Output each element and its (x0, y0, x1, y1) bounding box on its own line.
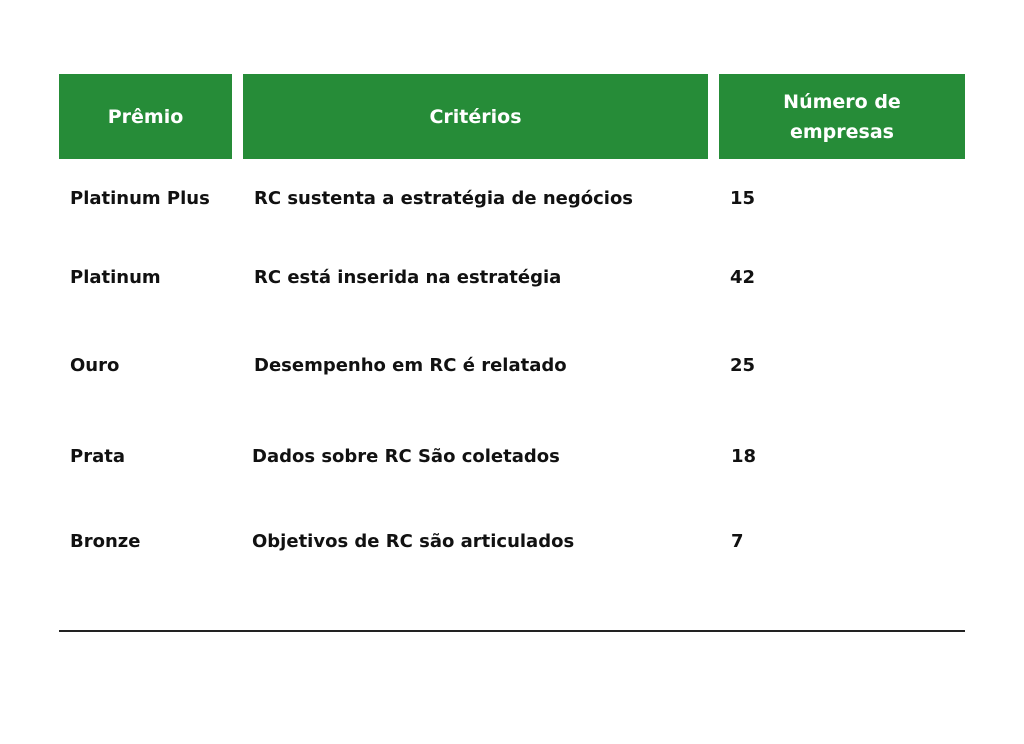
row-numero: 25 (730, 355, 756, 376)
row-premio: Prata (70, 446, 125, 467)
row-numero: 15 (730, 188, 756, 209)
row-criterio: Objetivos de RC são articulados (252, 531, 575, 552)
header-numero-label: Número de empresas (783, 90, 901, 143)
row-criterio: RC sustenta a estratégia de negócios (254, 188, 634, 209)
row-premio: Platinum (70, 267, 161, 288)
table-bottom-divider (59, 630, 965, 632)
header-criterios-label: Critérios (429, 105, 522, 128)
header-premio (59, 74, 232, 159)
row-numero: 18 (731, 446, 757, 467)
row-premio: Ouro (70, 355, 120, 376)
header-criterios (243, 74, 708, 159)
header-numero (719, 74, 965, 159)
header-premio-label: Prêmio (107, 105, 184, 128)
row-criterio: Dados sobre RC São coletados (252, 446, 560, 467)
row-criterio: RC está inserida na estratégia (254, 267, 562, 288)
row-premio: Platinum Plus (70, 188, 210, 209)
row-numero: 42 (730, 267, 756, 288)
row-premio: Bronze (70, 531, 141, 552)
row-numero: 7 (731, 531, 744, 552)
row-criterio: Desempenho em RC é relatado (254, 355, 567, 376)
